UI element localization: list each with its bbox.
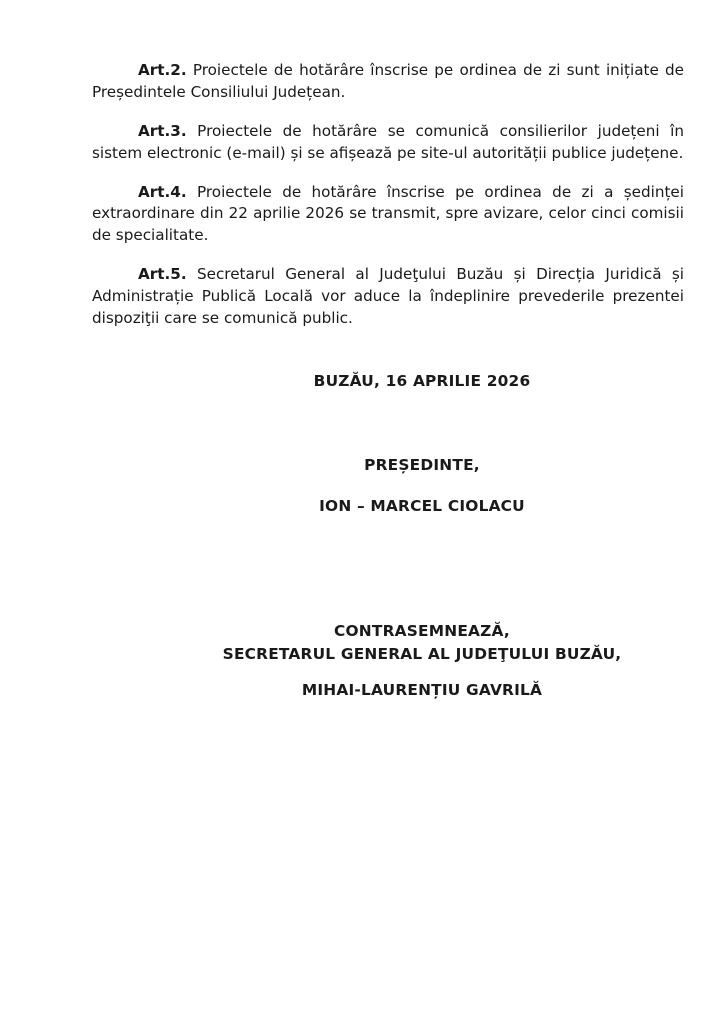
president-name: ION – MARCEL CIOLACU [319,497,525,515]
article-text: Proiectele de hotărâre înscrise pe ordinea de zi sunt inițiate de Președintele Consiliului Județean. [92,61,684,101]
countersign-name: MIHAI-LAURENȚIU GAVRILĂ [301,681,543,699]
article-label: Art.3. [138,121,187,140]
articles-container [92,60,684,330]
article-art3 [92,121,684,165]
article-text: Proiectele de hotărâre înscrise pe ordinea de zi a ședinței extraordinare din 22 aprilie 2026 se transmit, spre avizare, celor cinci comisii de specialitate. [92,182,684,245]
article-art2 [92,60,684,104]
countersign-heading [92,620,724,666]
article-label: Art.2. [138,61,187,79]
article-art4 [92,182,684,248]
article-label: Art.5. [138,265,187,284]
place-and-date: BUZĂU, 16 APRILIE 2026 [313,372,531,390]
president-title: PREȘEDINTE, [364,456,480,474]
article-text: Secretarul General al Judeţului Buzău și Direcția Juridică și Administrație Publică Locală vor aduce la îndeplinire prevederile prezentei dispoziţii care se comunică public. [92,265,684,328]
article-text: Proiectele de hotărâre se comunică consilierilor județeni în sistem electronic (e-mail) și se afișează pe site-ul autorității publice județene. [92,121,684,162]
countersign-label: CONTRASEMNEAZĂ, [334,622,510,640]
article-label: Art.4. [138,182,187,201]
article-art5 [92,264,684,330]
countersign-role: SECRETARUL GENERAL AL JUDEŢULUI BUZĂU, [222,645,622,664]
